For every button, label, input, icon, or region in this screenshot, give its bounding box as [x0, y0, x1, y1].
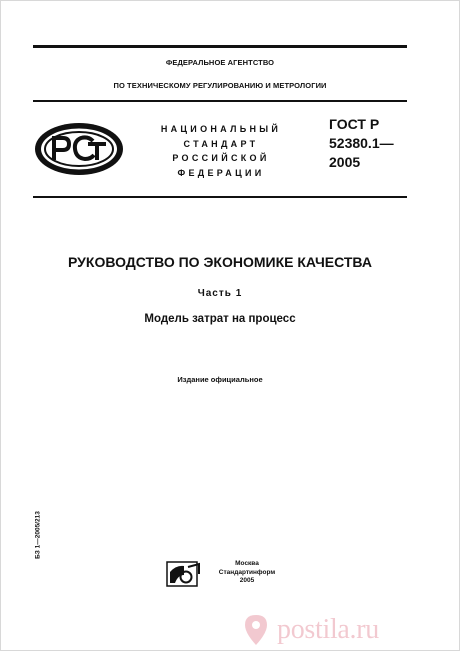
- postila-pin-icon: [241, 613, 271, 647]
- designation-line: 52380.1—: [329, 135, 394, 151]
- national-standard-label: [141, 122, 301, 180]
- national-label-line: ФЕДЕРАЦИИ: [177, 167, 265, 178]
- watermark-text: postila.ru: [277, 614, 379, 645]
- designation-line: ГОСТ Р: [329, 116, 380, 132]
- document-part: Часть 1: [197, 288, 243, 299]
- rst-certification-mark-icon: [34, 122, 124, 176]
- document-title: РУКОВОДСТВО ПО ЭКОНОМИКЕ КАЧЕСТВА: [68, 254, 372, 270]
- publisher-imprint: [197, 560, 297, 586]
- agency-name-line2: ПО ТЕХНИЧЕСКОМУ РЕГУЛИРОВАНИЮ И МЕТРОЛОГИИ: [113, 81, 327, 90]
- national-label-line: НАЦИОНАЛЬНЫЙ: [160, 124, 282, 134]
- document-subtitle: Модель затрат на процесс: [144, 313, 296, 325]
- standard-designation: [329, 115, 394, 172]
- top-rule: [33, 45, 407, 48]
- publisher-city: Москва: [235, 560, 259, 567]
- publisher-year: 2005: [239, 577, 255, 584]
- agency-name-line1: ФЕДЕРАЛЬНОЕ АГЕНТСТВО: [165, 58, 275, 67]
- side-code: [32, 501, 44, 569]
- designation-line: 2005: [329, 154, 361, 170]
- side-code-text: БЗ 1—2005/213: [34, 511, 42, 559]
- national-label-line: СТАНДАРТ: [183, 138, 259, 149]
- designation-rule: [33, 196, 407, 198]
- national-label-line: РОССИЙСКОЙ: [172, 153, 270, 163]
- edition-label: Издание официальное: [177, 375, 263, 384]
- postila-watermark: [241, 613, 453, 647]
- publisher-name: Стандартинформ: [218, 568, 276, 576]
- header-rule: [33, 100, 407, 102]
